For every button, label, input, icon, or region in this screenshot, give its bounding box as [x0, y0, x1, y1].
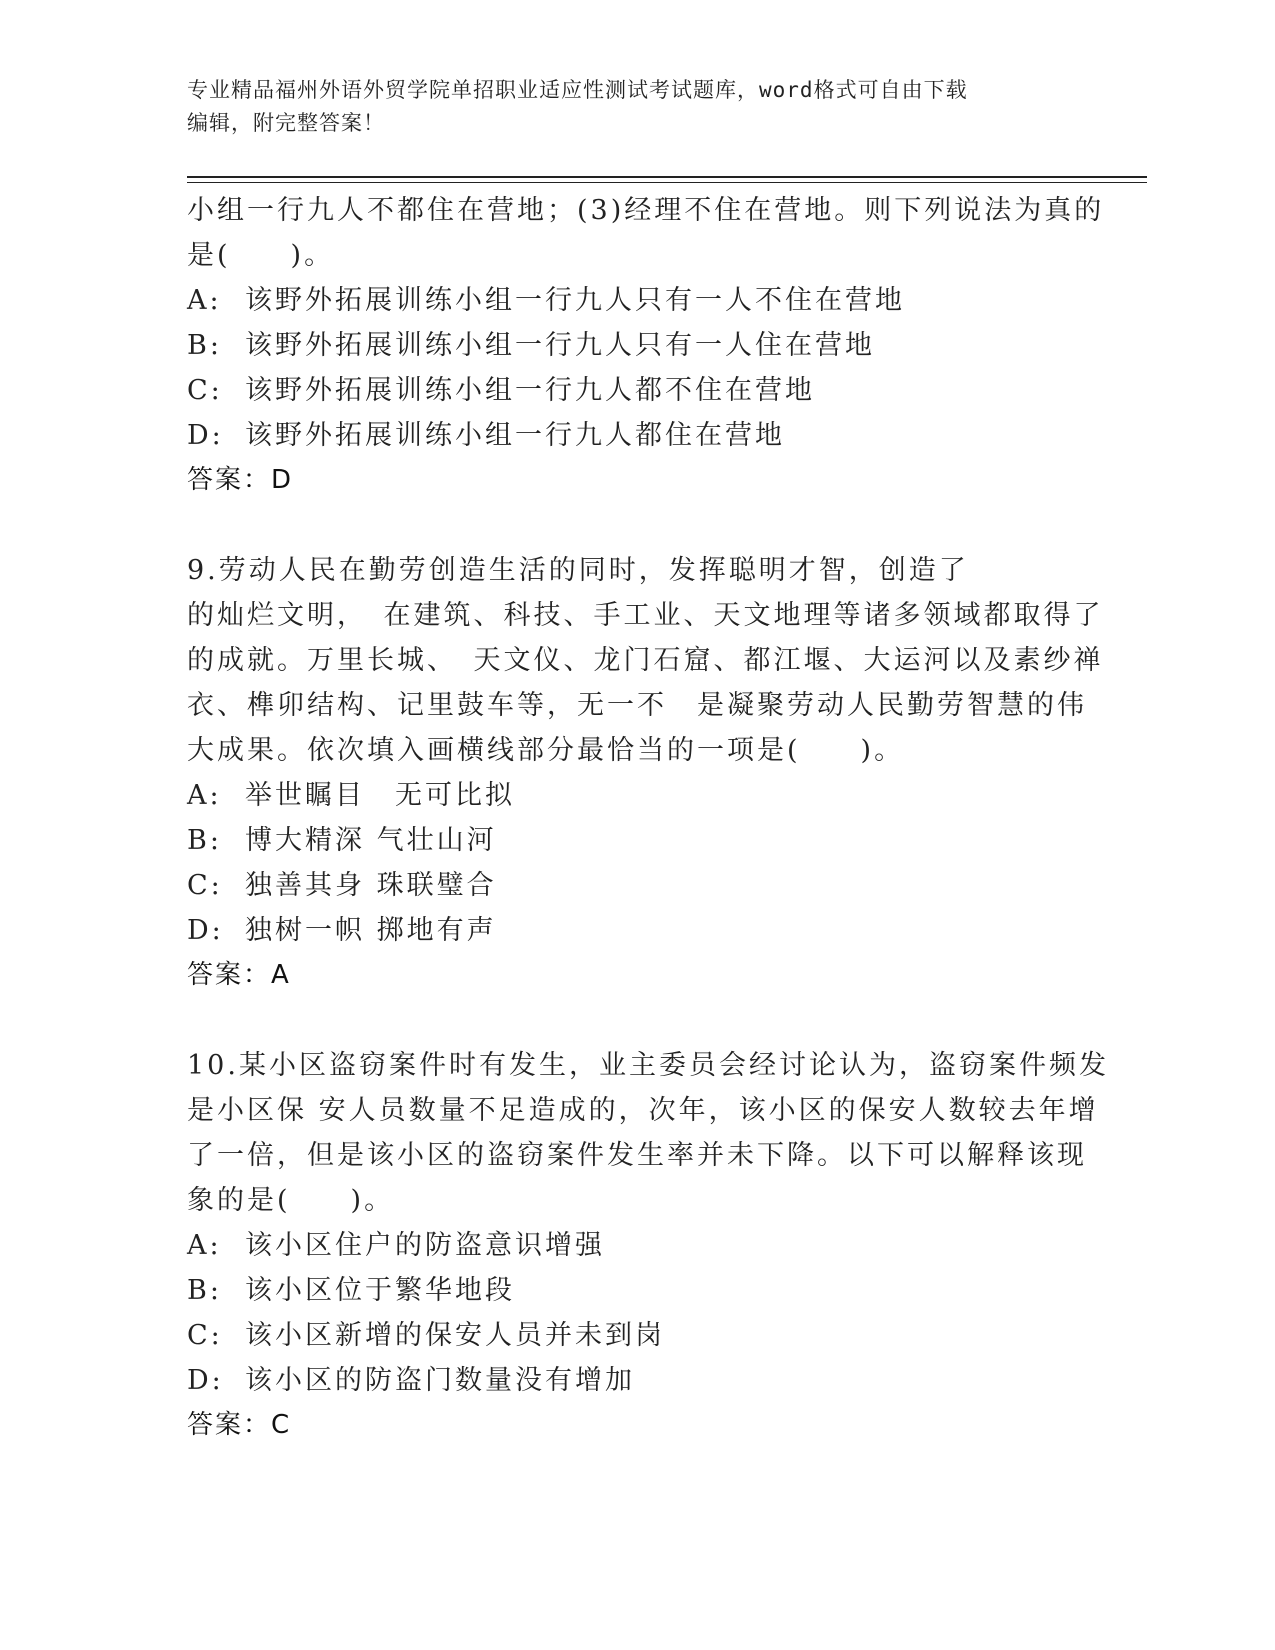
option-key: C: — [187, 870, 223, 901]
header-rule-thick — [187, 176, 1147, 178]
option-text: 独树一帜 掷地有声 — [245, 915, 497, 946]
option-text: 该小区新增的保安人员并未到岗 — [245, 1320, 665, 1351]
spacer — [187, 998, 1087, 1043]
option-text: 该小区位于繁华地段 — [245, 1275, 515, 1306]
question-9 — [187, 548, 1104, 998]
question-text-line: 象的是( )。 — [187, 1185, 395, 1216]
option-key: B: — [187, 1275, 222, 1306]
document-body — [187, 188, 1109, 1448]
option-c — [187, 368, 1087, 413]
option-text: 该小区住户的防盗意识增强 — [245, 1230, 605, 1261]
option-text: 该小区的防盗门数量没有增加 — [245, 1365, 635, 1396]
header-line-1: 专业精品福州外语外贸学院单招职业适应性测试考试题库，word格式可自由下载 — [187, 78, 968, 102]
option-text: 该野外拓展训练小组一行九人只有一人不住在营地 — [245, 285, 905, 316]
option-c — [187, 863, 1087, 908]
option-text: 独善其身 珠联璧合 — [245, 870, 497, 901]
option-key: B: — [187, 330, 222, 361]
question-text-line: 是小区保 安人员数量不足造成的，次年，该小区的保安人数较去年增 — [187, 1095, 1099, 1126]
option-a — [187, 773, 1087, 818]
option-d — [187, 413, 1087, 458]
question-text-line: 大成果。依次填入画横线部分最恰当的一项是( )。 — [187, 735, 905, 766]
spacer — [187, 503, 1087, 548]
option-text: 博大精深 气壮山河 — [245, 825, 497, 856]
option-text: 该野外拓展训练小组一行九人都住在营地 — [245, 420, 785, 451]
question-text-line: 衣、榫卯结构、记里鼓车等，无一不 是凝聚劳动人民勤劳智慧的伟 — [187, 690, 1087, 721]
answer-line: 答案：A — [187, 960, 291, 990]
question-text-line: 的成就。万里长城、 天文仪、龙门石窟、都江堰、大运河以及素纱禅 — [187, 645, 1104, 676]
option-key: C: — [187, 375, 223, 406]
question-text-line: 是( )。 — [187, 240, 335, 271]
option-d — [187, 908, 1087, 953]
option-key: B: — [187, 825, 222, 856]
option-text: 该野外拓展训练小组一行九人只有一人住在营地 — [245, 330, 875, 361]
question-8 — [187, 188, 1105, 503]
header-rule-thin — [187, 182, 1147, 183]
option-c — [187, 1313, 1087, 1358]
question-10 — [187, 1043, 1109, 1448]
option-key: C: — [187, 1320, 223, 1351]
option-key: D: — [187, 420, 224, 451]
option-key: D: — [187, 915, 224, 946]
page-header — [187, 74, 1087, 140]
option-a — [187, 278, 1087, 323]
answer-line: 答案：C — [187, 1410, 292, 1440]
question-text-line: 10.某小区盗窃案件时有发生，业主委员会经讨论认为，盗窃案件频发 — [187, 1050, 1109, 1081]
option-d — [187, 1358, 1087, 1403]
option-key: D: — [187, 1365, 224, 1396]
option-a — [187, 1223, 1087, 1268]
option-text: 该野外拓展训练小组一行九人都不住在营地 — [245, 375, 815, 406]
option-b — [187, 323, 1087, 368]
header-line-2: 编辑，附完整答案！ — [187, 111, 385, 135]
option-b — [187, 818, 1087, 863]
question-text-line: 小组一行九人不都住在营地；(3)经理不住在营地。则下列说法为真的 — [187, 195, 1105, 226]
option-key: A: — [187, 1230, 222, 1261]
question-text-line: 9.劳动人民在勤劳创造生活的同时，发挥聪明才智，创造了 — [187, 555, 969, 586]
option-key: A: — [187, 285, 222, 316]
option-text: 举世瞩目 无可比拟 — [245, 780, 515, 811]
question-text-line: 了一倍，但是该小区的盗窃案件发生率并未下降。以下可以解释该现 — [187, 1140, 1087, 1171]
option-b — [187, 1268, 1087, 1313]
answer-line: 答案：D — [187, 465, 294, 495]
question-text-line: 的灿烂文明， 在建筑、科技、手工业、天文地理等诸多领域都取得了 — [187, 600, 1104, 631]
option-key: A: — [187, 780, 222, 811]
